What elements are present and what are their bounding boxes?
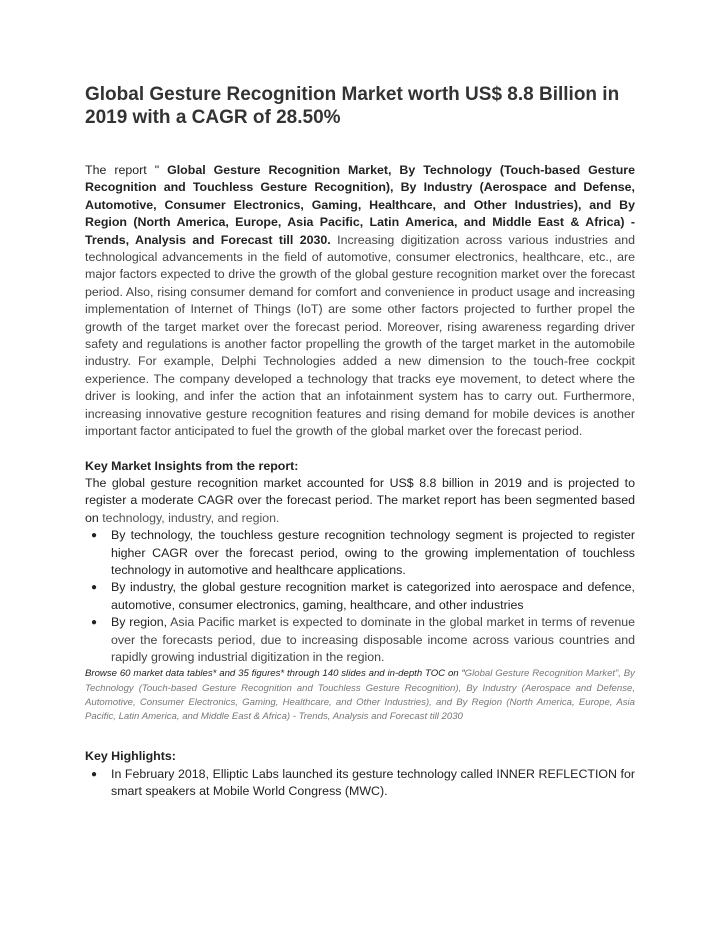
highlights-bullet-list	[85, 766, 635, 801]
insights-paragraph	[85, 475, 635, 527]
intro-paragraph	[85, 162, 635, 441]
bullet-text: By industry, the global gesture recognition market is categorized into aerospace and defence, automotive, consumer electronics, gaming, healthcare, and other industries	[111, 580, 635, 612]
browse-note	[85, 667, 635, 724]
bullet-icon: ●	[91, 617, 98, 629]
page-title: Global Gesture Recognition Market worth US$ 8.8 Billion in 2019 with a CAGR of 28.50%	[85, 84, 620, 128]
bullet-lead: By region,	[111, 615, 168, 630]
bullet-text: In February 2018, Elliptic Labs launched its gesture technology called INNER REFLECTION for smart speakers at Mobile World Congress (MWC).	[111, 766, 635, 798]
bullet-icon: ●	[91, 530, 98, 542]
list-item	[91, 527, 635, 579]
insights-paragraph-main: The global gesture recognition market accounted for US$ 8.8 billion in 2019 and is projected to register a moderate CAGR over the forecast period. The market report has been segmented based on	[85, 475, 635, 525]
list-item	[91, 614, 636, 666]
insights-paragraph-segments: technology, industry, and region.	[102, 510, 280, 525]
list-item	[91, 579, 635, 614]
bullet-icon: ●	[91, 768, 98, 780]
insights-bullet-list	[85, 527, 635, 666]
list-item	[91, 766, 635, 801]
browse-note-lead: Browse 60 market data tables* and 35 figures* through 140 slides and in-depth TOC on “	[85, 668, 465, 680]
bullet-text: Asia Pacific market is expected to dominate in the global market in terms of revenue over the forecasts period, due to increasing disposable income across various countries and rapidly growing industrial digitization in the region.	[111, 615, 636, 664]
insights-heading: Key Market Insights from the report:	[85, 458, 299, 473]
intro-body: Increasing digitization across various industries and technological advancements in the field of automotive, consumer electronics, healthcare, etc., are major factors expected to drive the growth of the global gesture recognition market over the forecast period. Also, rising consumer demand for comfort and convenience in product usage and increasing implementation of Internet of Things (IoT) are some other factors projected to further propel the growth of the target market over the forecast period. Moreover, rising awareness regarding driver safety and regulations is another factor propelling the growth of the target market in the automobile industry. For example, Delphi Technologies added a new dimension to the touch-free cockpit experience. The company developed a technology that tracks eye movement, to detect where the driver is looking, and infer the action that an infotainment system has to carry out. Furthermore, increasing innovative gesture recognition features and rising demand for mobile devices is another important factor anticipated to fuel the growth of the global market over the forecast period.	[85, 232, 635, 439]
bullet-icon: ●	[91, 582, 98, 594]
bullet-text: By technology, the touchless gesture recognition technology segment is projected to register higher CAGR over the forecast period, owing to the growing implementation of touchless technology in automotive and healthcare applications.	[111, 528, 635, 577]
intro-lead-in: The report "	[85, 163, 160, 177]
browse-report-link[interactable]: Global Gesture Recognition Market”, By Technology (Touch-based Gesture Recognition and Touchless Gesture Recognition), By Industry (Aerospace and Defense, Automotive, Consumer Electronics, Gaming, Healthcare, and Other Industries), and By Region (North America, Europe, Asia Pacific, Latin America, and Middle East & Africa) - Trends, Analysis and Forecast till 2030	[85, 668, 635, 722]
report-name: Global Gesture Recognition Market, By Technology (Touch-based Gesture Recognition and Touchless Gesture Recognition), By Industry (Aerospace and Defense, Automotive, Consumer Electronics, Gaming, Healthcare, and Other Industries), and By Region (North America, Europe, Asia Pacific, Latin America, and Middle East & Africa) - Trends, Analysis and Forecast till 2030.	[85, 163, 635, 247]
highlights-heading: Key Highlights:	[85, 749, 176, 764]
